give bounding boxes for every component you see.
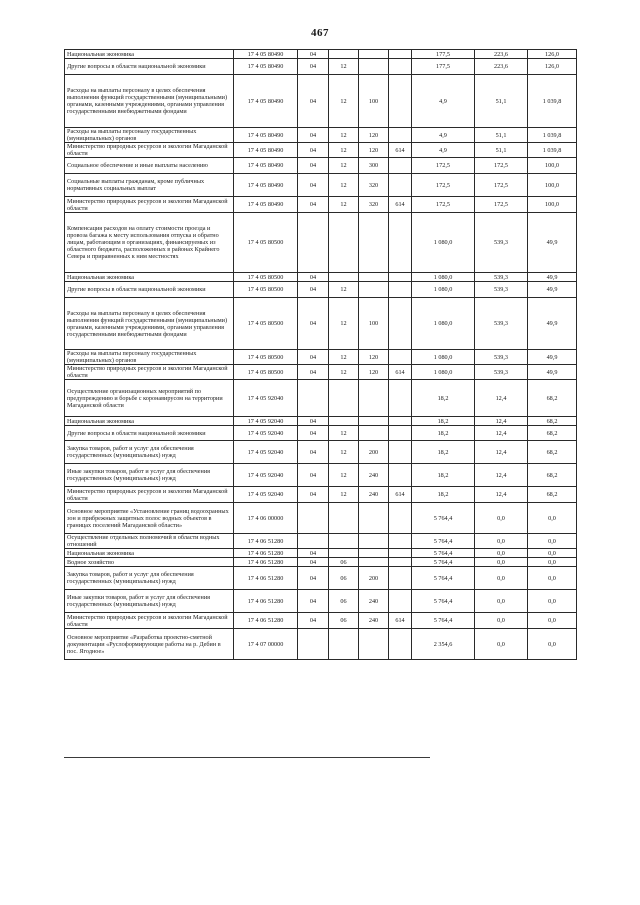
- cell-percent: 49,9: [528, 365, 577, 380]
- cell-administrator: [389, 128, 412, 143]
- cell-name: Водное хозяйство: [65, 558, 234, 567]
- cell-executed: 51,1: [475, 128, 528, 143]
- cell-executed: 0,0: [475, 534, 528, 549]
- table-row: [65, 534, 577, 549]
- cell-subsection: 12: [329, 75, 359, 128]
- footer-separator-line: [64, 757, 430, 758]
- cell-executed: 223,6: [475, 50, 528, 59]
- table-row: [65, 558, 577, 567]
- cell-administrator: [389, 213, 412, 273]
- cell-subsection: [329, 417, 359, 426]
- cell-expense-type: 240: [359, 613, 389, 629]
- cell-percent: 1 039,8: [528, 75, 577, 128]
- cell-percent: 0,0: [528, 534, 577, 549]
- page-number: 467: [311, 27, 329, 39]
- cell-executed: 12,4: [475, 441, 528, 464]
- table-row: [65, 298, 577, 350]
- cell-name: Закупка товаров, работ и услуг для обеспечения государственных (муниципальных) нужд: [65, 567, 234, 590]
- cell-executed: 172,5: [475, 174, 528, 197]
- cell-administrator: [389, 590, 412, 613]
- cell-expense-type: 100: [359, 298, 389, 350]
- cell-percent: 49,9: [528, 350, 577, 365]
- cell-executed: 12,4: [475, 417, 528, 426]
- cell-planned: 1 080,0: [412, 350, 475, 365]
- table-row: [65, 380, 577, 417]
- cell-target-article: 17 4 05 92040: [234, 426, 298, 441]
- cell-administrator: 614: [389, 487, 412, 503]
- cell-planned: 5 764,4: [412, 503, 475, 534]
- cell-subsection: 06: [329, 558, 359, 567]
- cell-expense-type: 120: [359, 365, 389, 380]
- table-row: [65, 567, 577, 590]
- cell-administrator: [389, 549, 412, 558]
- table-row: [65, 128, 577, 143]
- cell-subsection: 06: [329, 567, 359, 590]
- cell-expense-type: 320: [359, 197, 389, 213]
- cell-administrator: [389, 567, 412, 590]
- cell-name: Другие вопросы в области национальной экономики: [65, 282, 234, 298]
- cell-executed: 172,5: [475, 197, 528, 213]
- cell-section: 04: [298, 128, 329, 143]
- cell-planned: 1 080,0: [412, 298, 475, 350]
- table-row: [65, 503, 577, 534]
- cell-percent: 100,0: [528, 174, 577, 197]
- cell-target-article: 17 4 05 92040: [234, 417, 298, 426]
- cell-planned: 18,2: [412, 417, 475, 426]
- cell-administrator: [389, 282, 412, 298]
- cell-expense-type: [359, 50, 389, 59]
- cell-section: 04: [298, 75, 329, 128]
- cell-subsection: 12: [329, 143, 359, 158]
- cell-percent: 0,0: [528, 503, 577, 534]
- cell-section: 04: [298, 197, 329, 213]
- cell-administrator: [389, 273, 412, 282]
- cell-section: 04: [298, 50, 329, 59]
- cell-target-article: 17 4 05 92040: [234, 487, 298, 503]
- cell-percent: 0,0: [528, 558, 577, 567]
- cell-administrator: 614: [389, 613, 412, 629]
- cell-subsection: 12: [329, 174, 359, 197]
- cell-percent: 68,2: [528, 417, 577, 426]
- cell-target-article: 17 4 05 80490: [234, 75, 298, 128]
- cell-target-article: 17 4 07 00000: [234, 629, 298, 660]
- cell-executed: 12,4: [475, 464, 528, 487]
- cell-section: 04: [298, 567, 329, 590]
- cell-planned: 1 080,0: [412, 213, 475, 273]
- cell-percent: 68,2: [528, 380, 577, 417]
- cell-percent: 68,2: [528, 464, 577, 487]
- cell-planned: 5 764,4: [412, 534, 475, 549]
- cell-name: Национальная экономика: [65, 549, 234, 558]
- cell-name: Расходы на выплаты персоналу в целях обеспечения выполнения функций государственными (муниципальными) органами, казенными учреждениями, органами управления государственными внебюджетными фондами: [65, 75, 234, 128]
- cell-expense-type: 240: [359, 487, 389, 503]
- cell-administrator: [389, 75, 412, 128]
- cell-planned: 177,5: [412, 59, 475, 75]
- cell-name: Основное мероприятие «Установление границ водоохранных зон и прибрежных защитных полос водных объектов в границах поселений Магаданской области»: [65, 503, 234, 534]
- cell-subsection: [329, 213, 359, 273]
- cell-target-article: 17 4 05 80500: [234, 350, 298, 365]
- cell-executed: 223,6: [475, 59, 528, 75]
- cell-planned: 18,2: [412, 380, 475, 417]
- budget-table-body: [65, 50, 577, 660]
- cell-executed: 0,0: [475, 590, 528, 613]
- cell-subsection: [329, 549, 359, 558]
- cell-name: Компенсация расходов на оплату стоимости проезда и провоза багажа к месту использования отпуска и обратно лицам, работающим в организациях, финансируемых из областного бюджета, расположенных в районах Крайнего Севера и приравненных к ним местностях: [65, 213, 234, 273]
- table-row: [65, 50, 577, 59]
- cell-target-article: 17 4 05 80500: [234, 298, 298, 350]
- cell-subsection: 12: [329, 298, 359, 350]
- cell-section: [298, 629, 329, 660]
- cell-executed: 0,0: [475, 549, 528, 558]
- table-row: [65, 273, 577, 282]
- cell-planned: 1 080,0: [412, 365, 475, 380]
- cell-name: Закупка товаров, работ и услуг для обеспечения государственных (муниципальных) нужд: [65, 441, 234, 464]
- cell-target-article: 17 4 05 80490: [234, 59, 298, 75]
- cell-planned: 2 354,6: [412, 629, 475, 660]
- cell-expense-type: [359, 534, 389, 549]
- cell-target-article: 17 4 06 51280: [234, 590, 298, 613]
- cell-expense-type: [359, 380, 389, 417]
- cell-planned: 5 764,4: [412, 558, 475, 567]
- table-row: [65, 426, 577, 441]
- cell-planned: 172,5: [412, 174, 475, 197]
- cell-executed: 539,3: [475, 282, 528, 298]
- cell-subsection: 12: [329, 426, 359, 441]
- cell-planned: 18,2: [412, 464, 475, 487]
- cell-planned: 18,2: [412, 441, 475, 464]
- cell-expense-type: 200: [359, 441, 389, 464]
- table-row: [65, 197, 577, 213]
- cell-percent: 0,0: [528, 567, 577, 590]
- table-row: [65, 158, 577, 174]
- cell-executed: 0,0: [475, 503, 528, 534]
- cell-target-article: 17 4 06 51280: [234, 549, 298, 558]
- cell-executed: 0,0: [475, 558, 528, 567]
- cell-name: Другие вопросы в области национальной экономики: [65, 426, 234, 441]
- cell-administrator: [389, 158, 412, 174]
- cell-expense-type: 120: [359, 128, 389, 143]
- cell-subsection: 12: [329, 350, 359, 365]
- cell-name: Социальное обеспечение и иные выплаты населению: [65, 158, 234, 174]
- cell-executed: 539,3: [475, 273, 528, 282]
- cell-name: Министерство природных ресурсов и экологии Магаданской области: [65, 365, 234, 380]
- cell-planned: 172,5: [412, 197, 475, 213]
- cell-planned: 177,5: [412, 50, 475, 59]
- cell-section: 04: [298, 158, 329, 174]
- cell-expense-type: 120: [359, 350, 389, 365]
- cell-expense-type: [359, 503, 389, 534]
- cell-percent: 68,2: [528, 487, 577, 503]
- cell-name: Расходы на выплаты персоналу государственных (муниципальных) органов: [65, 128, 234, 143]
- cell-administrator: [389, 629, 412, 660]
- cell-subsection: [329, 503, 359, 534]
- cell-target-article: 17 4 06 51280: [234, 567, 298, 590]
- cell-subsection: 12: [329, 282, 359, 298]
- cell-percent: 0,0: [528, 549, 577, 558]
- cell-target-article: 17 4 06 00000: [234, 503, 298, 534]
- cell-executed: 51,1: [475, 143, 528, 158]
- cell-section: 04: [298, 174, 329, 197]
- cell-subsection: [329, 273, 359, 282]
- cell-target-article: 17 4 05 92040: [234, 464, 298, 487]
- cell-name: Министерство природных ресурсов и экологии Магаданской области: [65, 487, 234, 503]
- table-row: [65, 464, 577, 487]
- cell-administrator: 614: [389, 365, 412, 380]
- cell-target-article: 17 4 05 80490: [234, 50, 298, 59]
- cell-target-article: 17 4 05 80500: [234, 273, 298, 282]
- cell-expense-type: [359, 629, 389, 660]
- cell-planned: 5 764,4: [412, 590, 475, 613]
- cell-section: 04: [298, 365, 329, 380]
- cell-expense-type: 100: [359, 75, 389, 128]
- cell-section: [298, 380, 329, 417]
- cell-subsection: [329, 629, 359, 660]
- cell-section: 04: [298, 558, 329, 567]
- cell-section: 04: [298, 549, 329, 558]
- cell-target-article: 17 4 05 80490: [234, 143, 298, 158]
- cell-expense-type: [359, 549, 389, 558]
- cell-name: Социальные выплаты гражданам, кроме публичных нормативных социальных выплат: [65, 174, 234, 197]
- cell-percent: 0,0: [528, 613, 577, 629]
- cell-percent: 126,0: [528, 59, 577, 75]
- cell-executed: 539,3: [475, 298, 528, 350]
- cell-subsection: 12: [329, 487, 359, 503]
- cell-subsection: 12: [329, 464, 359, 487]
- cell-percent: 0,0: [528, 590, 577, 613]
- cell-expense-type: [359, 273, 389, 282]
- cell-executed: 12,4: [475, 426, 528, 441]
- cell-planned: 18,2: [412, 426, 475, 441]
- cell-expense-type: [359, 558, 389, 567]
- cell-percent: 100,0: [528, 158, 577, 174]
- cell-planned: 172,5: [412, 158, 475, 174]
- cell-administrator: [389, 59, 412, 75]
- cell-percent: 100,0: [528, 197, 577, 213]
- cell-name: Национальная экономика: [65, 417, 234, 426]
- cell-expense-type: 240: [359, 590, 389, 613]
- cell-administrator: [389, 380, 412, 417]
- cell-subsection: 12: [329, 59, 359, 75]
- cell-administrator: [389, 558, 412, 567]
- cell-subsection: 06: [329, 613, 359, 629]
- cell-percent: 68,2: [528, 441, 577, 464]
- cell-name: Министерство природных ресурсов и экологии Магаданской области: [65, 197, 234, 213]
- cell-percent: 1 039,8: [528, 128, 577, 143]
- cell-section: 04: [298, 487, 329, 503]
- cell-name: Расходы на выплаты персоналу в целях обеспечения выполнения функций государственными (муниципальными) органами, казенными учреждениями, органами управления государственными внебюджетными фондами: [65, 298, 234, 350]
- table-row: [65, 417, 577, 426]
- cell-executed: 539,3: [475, 350, 528, 365]
- cell-administrator: [389, 503, 412, 534]
- cell-planned: 5 764,4: [412, 613, 475, 629]
- cell-section: [298, 213, 329, 273]
- cell-target-article: 17 4 05 92040: [234, 380, 298, 417]
- cell-percent: 68,2: [528, 426, 577, 441]
- cell-section: [298, 534, 329, 549]
- cell-name: Национальная экономика: [65, 273, 234, 282]
- cell-name: Национальная экономика: [65, 50, 234, 59]
- cell-section: 04: [298, 298, 329, 350]
- cell-section: 04: [298, 282, 329, 298]
- cell-administrator: [389, 174, 412, 197]
- table-row: [65, 143, 577, 158]
- cell-executed: 172,5: [475, 158, 528, 174]
- cell-administrator: [389, 298, 412, 350]
- table-row: [65, 441, 577, 464]
- cell-planned: 4,9: [412, 75, 475, 128]
- cell-percent: 49,9: [528, 213, 577, 273]
- cell-expense-type: 240: [359, 464, 389, 487]
- cell-target-article: 17 4 06 51280: [234, 558, 298, 567]
- cell-target-article: 17 4 05 80490: [234, 158, 298, 174]
- cell-section: 04: [298, 350, 329, 365]
- cell-section: 04: [298, 273, 329, 282]
- cell-expense-type: [359, 282, 389, 298]
- cell-percent: 0,0: [528, 629, 577, 660]
- cell-executed: 0,0: [475, 613, 528, 629]
- cell-administrator: [389, 350, 412, 365]
- cell-subsection: 12: [329, 128, 359, 143]
- table-row: [65, 487, 577, 503]
- cell-subsection: [329, 50, 359, 59]
- cell-target-article: 17 4 06 51280: [234, 613, 298, 629]
- cell-planned: 1 080,0: [412, 273, 475, 282]
- cell-administrator: 614: [389, 197, 412, 213]
- budget-table: [64, 49, 577, 660]
- cell-target-article: 17 4 05 80490: [234, 174, 298, 197]
- cell-name: Осуществление организационных мероприятий по предупреждению и борьбе с коронавирусом на территории Магаданской области: [65, 380, 234, 417]
- table-row: [65, 629, 577, 660]
- cell-administrator: [389, 441, 412, 464]
- cell-executed: 0,0: [475, 629, 528, 660]
- cell-subsection: 06: [329, 590, 359, 613]
- cell-subsection: [329, 534, 359, 549]
- cell-section: 04: [298, 59, 329, 75]
- cell-expense-type: 300: [359, 158, 389, 174]
- cell-executed: 539,3: [475, 365, 528, 380]
- cell-administrator: [389, 417, 412, 426]
- cell-name: Министерство природных ресурсов и экологии Магаданской области: [65, 613, 234, 629]
- cell-percent: 49,9: [528, 273, 577, 282]
- cell-section: 04: [298, 590, 329, 613]
- cell-target-article: 17 4 05 80500: [234, 282, 298, 298]
- cell-section: 04: [298, 426, 329, 441]
- cell-administrator: [389, 50, 412, 59]
- table-row: [65, 350, 577, 365]
- cell-percent: 49,9: [528, 282, 577, 298]
- cell-planned: 5 764,4: [412, 567, 475, 590]
- cell-target-article: 17 4 05 80500: [234, 213, 298, 273]
- table-row: [65, 213, 577, 273]
- cell-administrator: 614: [389, 143, 412, 158]
- table-row: [65, 365, 577, 380]
- cell-section: 04: [298, 417, 329, 426]
- cell-target-article: 17 4 05 92040: [234, 441, 298, 464]
- cell-expense-type: [359, 417, 389, 426]
- cell-target-article: 17 4 05 80490: [234, 128, 298, 143]
- cell-target-article: 17 4 05 80490: [234, 197, 298, 213]
- cell-target-article: 17 4 05 80500: [234, 365, 298, 380]
- cell-subsection: 12: [329, 158, 359, 174]
- cell-executed: 539,3: [475, 213, 528, 273]
- cell-name: Основное мероприятие «Разработка проектно-сметной документации «Руслоформирующие работы на р. Дебин в пос. Ягодное»: [65, 629, 234, 660]
- table-row: [65, 75, 577, 128]
- cell-executed: 12,4: [475, 380, 528, 417]
- cell-administrator: [389, 464, 412, 487]
- cell-executed: 51,1: [475, 75, 528, 128]
- cell-subsection: 12: [329, 441, 359, 464]
- cell-percent: 1 039,8: [528, 143, 577, 158]
- cell-planned: 5 764,4: [412, 549, 475, 558]
- cell-subsection: [329, 380, 359, 417]
- cell-executed: 12,4: [475, 487, 528, 503]
- cell-planned: 1 080,0: [412, 282, 475, 298]
- cell-name: Иные закупки товаров, работ и услуг для обеспечения государственных (муниципальных) нужд: [65, 464, 234, 487]
- cell-percent: 49,9: [528, 298, 577, 350]
- cell-expense-type: [359, 59, 389, 75]
- cell-section: [298, 503, 329, 534]
- cell-section: 04: [298, 613, 329, 629]
- cell-administrator: [389, 534, 412, 549]
- table-row: [65, 549, 577, 558]
- cell-expense-type: 200: [359, 567, 389, 590]
- table-row: [65, 590, 577, 613]
- cell-name: Иные закупки товаров, работ и услуг для обеспечения государственных (муниципальных) нужд: [65, 590, 234, 613]
- table-row: [65, 174, 577, 197]
- cell-administrator: [389, 426, 412, 441]
- cell-subsection: 12: [329, 365, 359, 380]
- cell-expense-type: [359, 426, 389, 441]
- cell-expense-type: 120: [359, 143, 389, 158]
- cell-name: Другие вопросы в области национальной экономики: [65, 59, 234, 75]
- cell-percent: 126,0: [528, 50, 577, 59]
- cell-section: 04: [298, 464, 329, 487]
- table-row: [65, 613, 577, 629]
- cell-section: 04: [298, 441, 329, 464]
- cell-section: 04: [298, 143, 329, 158]
- cell-name: Осуществление отдельных полномочий в области водных отношений: [65, 534, 234, 549]
- cell-planned: 18,2: [412, 487, 475, 503]
- table-row: [65, 59, 577, 75]
- cell-planned: 4,9: [412, 128, 475, 143]
- cell-target-article: 17 4 06 51280: [234, 534, 298, 549]
- cell-expense-type: 320: [359, 174, 389, 197]
- cell-executed: 0,0: [475, 567, 528, 590]
- cell-name: Расходы на выплаты персоналу государственных (муниципальных) органов: [65, 350, 234, 365]
- table-row: [65, 282, 577, 298]
- cell-name: Министерство природных ресурсов и экологии Магаданской области: [65, 143, 234, 158]
- cell-subsection: 12: [329, 197, 359, 213]
- cell-expense-type: [359, 213, 389, 273]
- cell-planned: 4,9: [412, 143, 475, 158]
